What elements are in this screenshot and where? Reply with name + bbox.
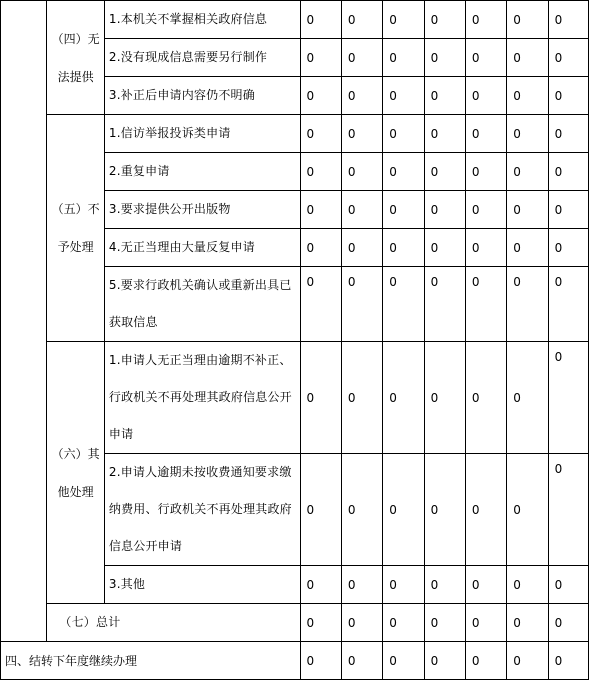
value-cell: 0 [341, 454, 382, 566]
value-cell: 0 [424, 1, 465, 39]
value-cell: 0 [383, 454, 424, 566]
value-cell: 0 [465, 153, 506, 191]
item-label: 1.信访举报投诉类申请 [104, 115, 300, 153]
group-label-other-processing: （六）其他处理 [47, 342, 104, 604]
item-label: 4.无正当理由大量反复申请 [104, 229, 300, 267]
value-cell: 0 [548, 267, 588, 342]
value-cell: 0 [424, 115, 465, 153]
value-cell: 0 [341, 1, 382, 39]
item-label: 5.要求行政机关确认或重新出具已获取信息 [104, 267, 300, 342]
value-cell: 0 [341, 229, 382, 267]
value-cell: 0 [507, 153, 548, 191]
value-cell: 0 [341, 77, 382, 115]
item-label: 3.要求提供公开出版物 [104, 191, 300, 229]
value-cell: 0 [383, 566, 424, 604]
value-cell: 0 [341, 642, 382, 680]
value-cell: 0 [341, 153, 382, 191]
value-cell: 0 [465, 454, 506, 566]
item-label: 2.没有现成信息需要另行制作 [104, 39, 300, 77]
value-cell: 0 [341, 191, 382, 229]
value-cell: 0 [507, 115, 548, 153]
value-cell: 0 [507, 642, 548, 680]
table-row [1, 342, 589, 454]
value-cell: 0 [341, 566, 382, 604]
value-cell: 0 [341, 604, 382, 642]
value-cell: 0 [548, 39, 588, 77]
value-cell: 0 [383, 39, 424, 77]
value-cell: 0 [383, 115, 424, 153]
value-cell: 0 [341, 39, 382, 77]
item-label: 1.本机关不掌握相关政府信息 [104, 1, 300, 39]
value-cell: 0 [383, 1, 424, 39]
value-cell: 0 [465, 115, 506, 153]
value-cell: 0 [548, 1, 588, 39]
value-cell: 0 [465, 267, 506, 342]
table-row [1, 604, 589, 642]
value-cell: 0 [465, 77, 506, 115]
value-cell: 0 [548, 115, 588, 153]
value-cell: 0 [300, 267, 341, 342]
value-cell: 0 [383, 342, 424, 454]
value-cell: 0 [424, 77, 465, 115]
value-cell: 0 [383, 267, 424, 342]
value-cell: 0 [548, 642, 588, 680]
value-cell: 0 [548, 604, 588, 642]
value-cell: 0 [424, 39, 465, 77]
value-cell: 0 [300, 191, 341, 229]
value-cell: 0 [300, 342, 341, 454]
value-cell: 0 [300, 115, 341, 153]
value-cell: 0 [424, 642, 465, 680]
value-cell: 0 [300, 642, 341, 680]
value-cell: 0 [465, 566, 506, 604]
total-label: （七）总计 [47, 604, 300, 642]
value-cell: 0 [465, 191, 506, 229]
value-cell: 0 [507, 1, 548, 39]
value-cell: 0 [548, 342, 588, 454]
value-cell: 0 [424, 566, 465, 604]
table-row [1, 642, 589, 680]
item-label: 2.重复申请 [104, 153, 300, 191]
value-cell: 0 [300, 39, 341, 77]
group-label-not-processed: （五）不予处理 [47, 115, 104, 342]
value-cell: 0 [424, 454, 465, 566]
value-cell: 0 [383, 604, 424, 642]
value-cell: 0 [507, 342, 548, 454]
value-cell: 0 [548, 153, 588, 191]
value-cell: 0 [383, 77, 424, 115]
value-cell: 0 [548, 191, 588, 229]
value-cell: 0 [465, 642, 506, 680]
value-cell: 0 [424, 229, 465, 267]
value-cell: 0 [548, 454, 588, 566]
value-cell: 0 [424, 604, 465, 642]
value-cell: 0 [507, 77, 548, 115]
value-cell: 0 [507, 191, 548, 229]
value-cell: 0 [341, 115, 382, 153]
value-cell: 0 [548, 566, 588, 604]
value-cell: 0 [465, 39, 506, 77]
value-cell: 0 [507, 229, 548, 267]
value-cell: 0 [300, 604, 341, 642]
value-cell: 0 [300, 566, 341, 604]
value-cell: 0 [300, 153, 341, 191]
table-row [1, 1, 589, 39]
value-cell: 0 [548, 229, 588, 267]
value-cell: 0 [341, 267, 382, 342]
value-cell: 0 [507, 454, 548, 566]
value-cell: 0 [465, 604, 506, 642]
carry-over-label: 四、结转下年度继续办理 [1, 642, 301, 680]
value-cell: 0 [465, 342, 506, 454]
item-label: 3.补正后申请内容仍不明确 [104, 77, 300, 115]
value-cell: 0 [300, 229, 341, 267]
value-cell: 0 [465, 1, 506, 39]
table-row [1, 115, 589, 153]
value-cell: 0 [548, 77, 588, 115]
item-label: 3.其他 [104, 566, 300, 604]
value-cell: 0 [383, 642, 424, 680]
value-cell: 0 [507, 604, 548, 642]
value-cell: 0 [424, 267, 465, 342]
value-cell: 0 [383, 191, 424, 229]
item-label: 2.申请人逾期未按收费通知要求缴纳费用、行政机关不再处理其政府信息公开申请 [104, 454, 300, 566]
value-cell: 0 [300, 1, 341, 39]
value-cell: 0 [424, 153, 465, 191]
value-cell: 0 [507, 267, 548, 342]
value-cell: 0 [424, 191, 465, 229]
value-cell: 0 [300, 77, 341, 115]
value-cell: 0 [300, 454, 341, 566]
value-cell: 0 [383, 229, 424, 267]
value-cell: 0 [424, 342, 465, 454]
value-cell: 0 [341, 342, 382, 454]
value-cell: 0 [465, 229, 506, 267]
value-cell: 0 [507, 39, 548, 77]
value-cell: 0 [507, 566, 548, 604]
value-cell: 0 [383, 153, 424, 191]
left-blank-column [1, 1, 47, 642]
group-label-cannot-provide: （四）无法提供 [47, 1, 104, 115]
item-label: 1.申请人无正当理由逾期不补正、行政机关不再处理其政府信息公开申请 [104, 342, 300, 454]
